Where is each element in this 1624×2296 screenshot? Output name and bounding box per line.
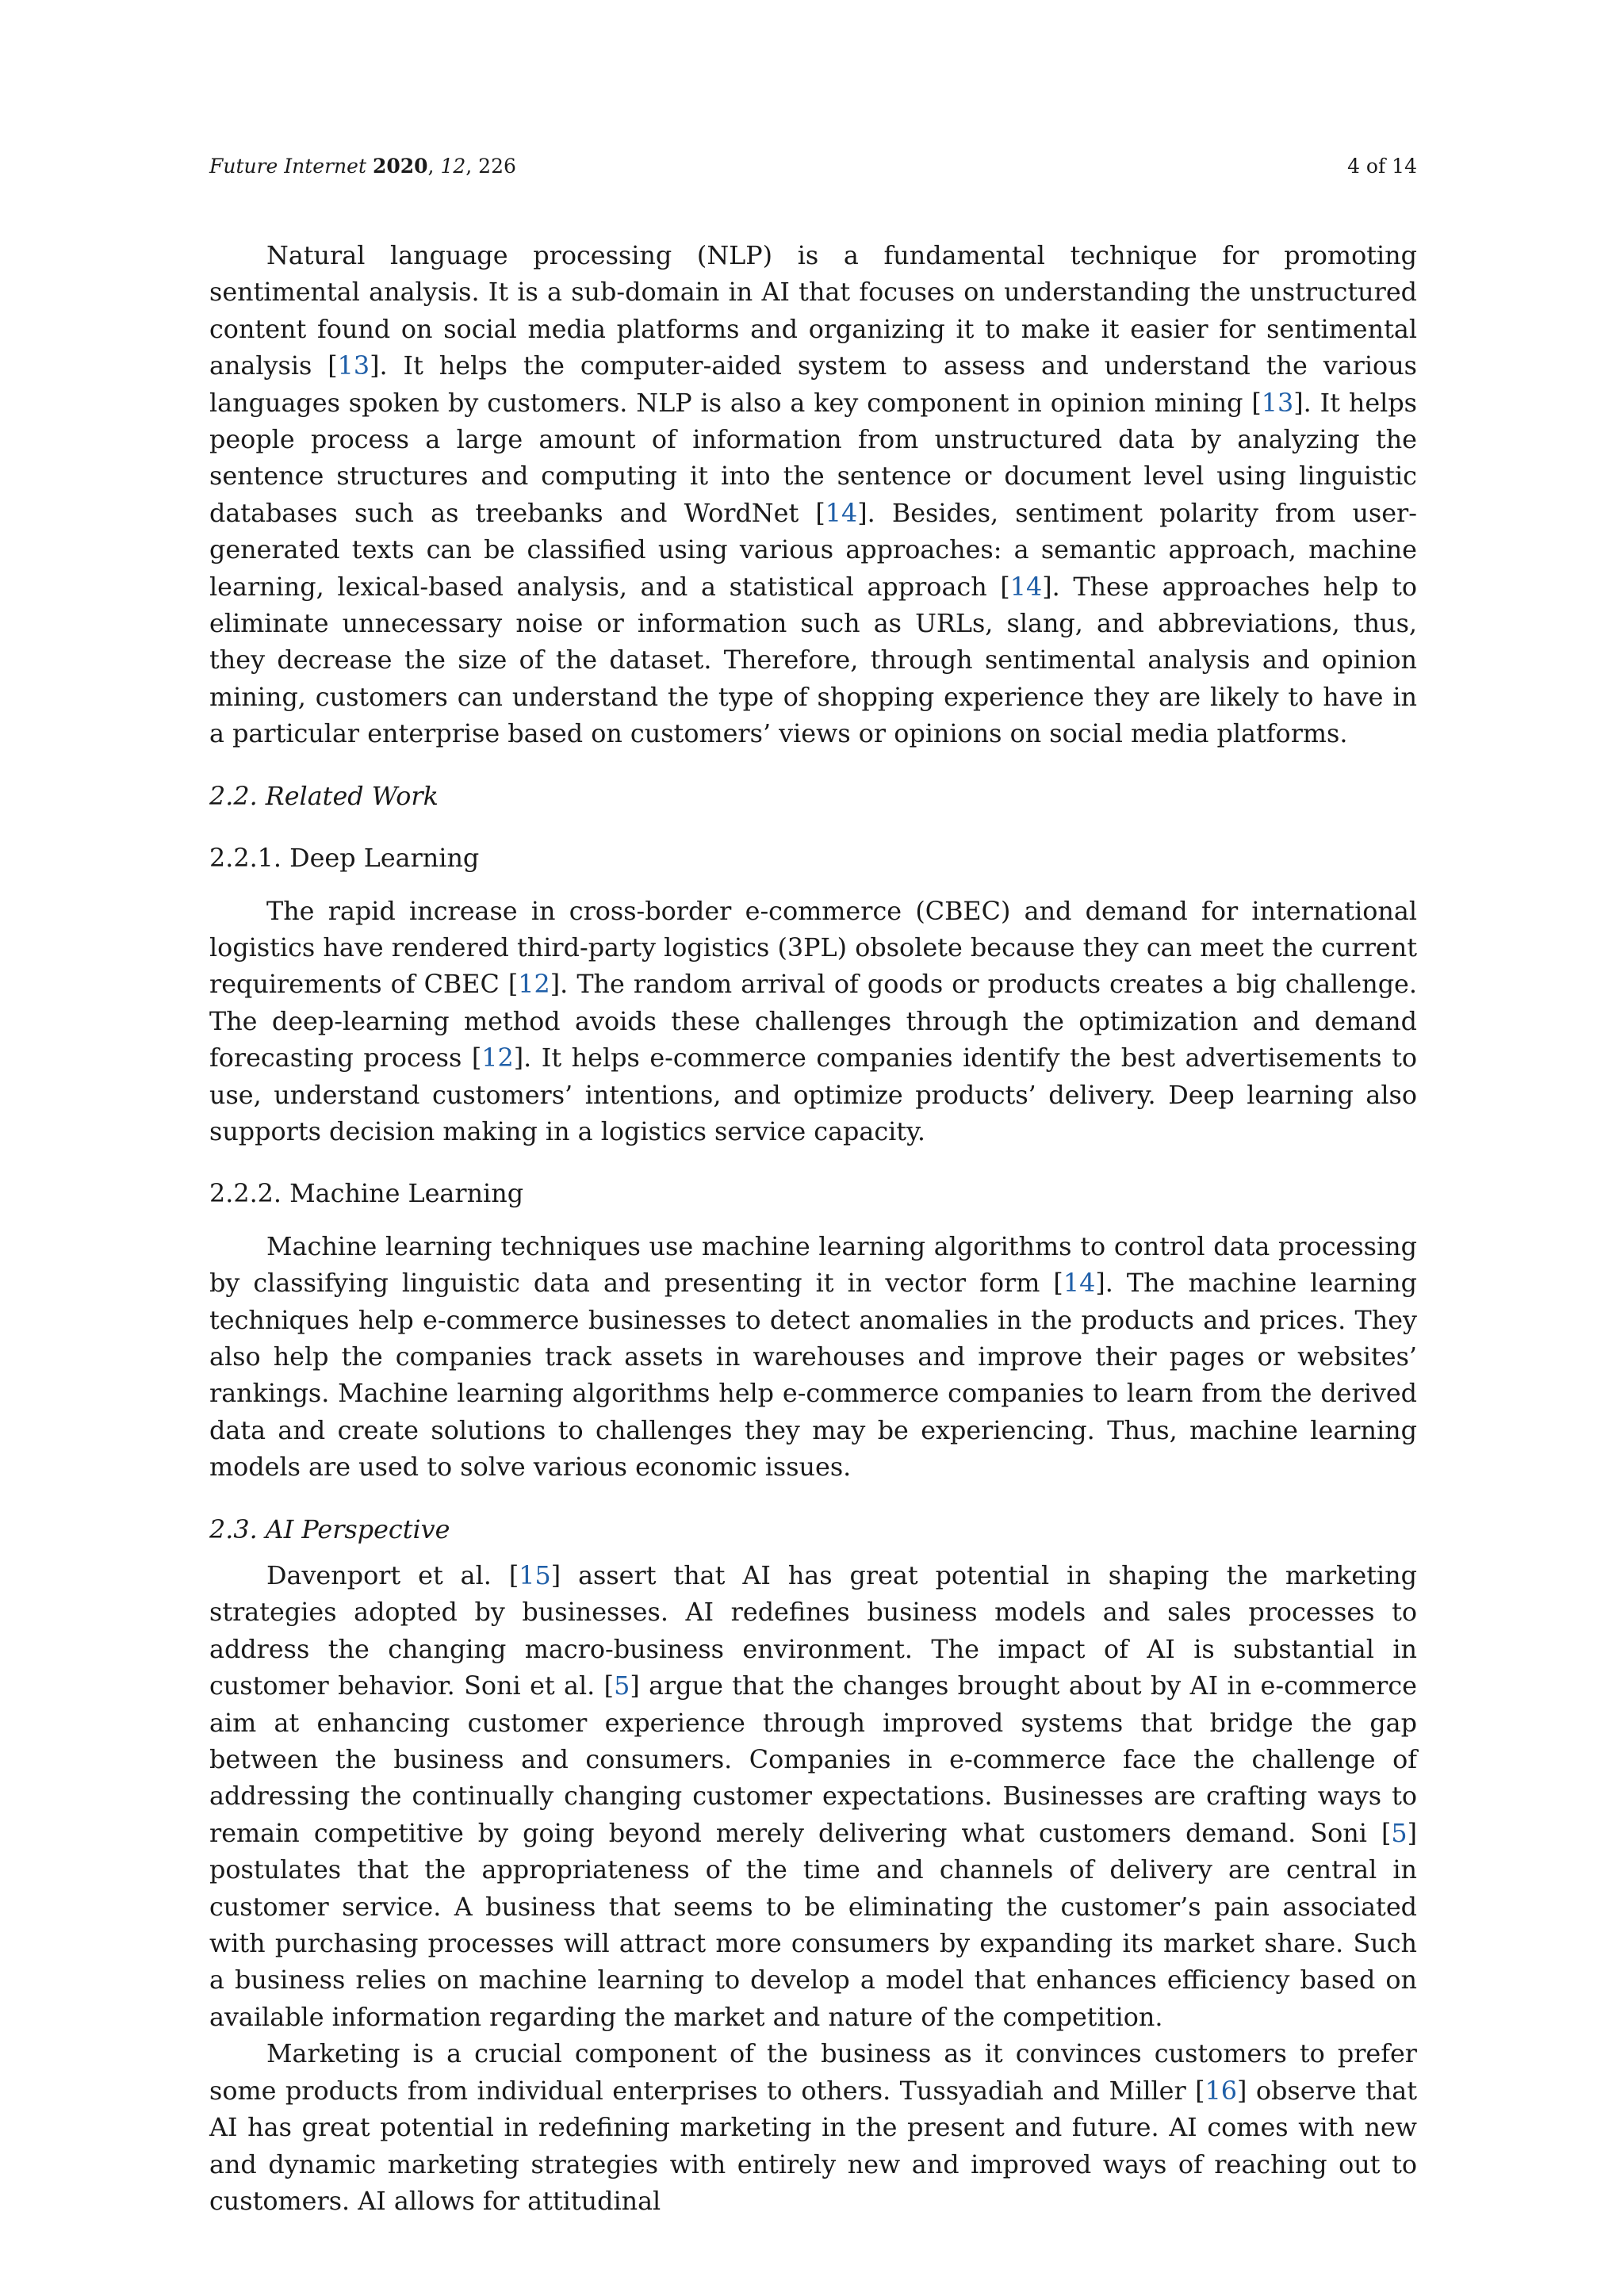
text-run: Davenport et al. [ xyxy=(266,1561,519,1590)
text-run: ]. These approaches help to eliminate unnecessary noise or information such as URLs, slang, and abbreviations, thus, they decrease the size of the dataset. Therefore, through sentimental analysis and opinion mining, customers can understand the type of shopping experience they are likely to have in a particular enterprise based on customers’ views or opinions on social media platforms. xyxy=(209,572,1417,749)
paragraph-marketing xyxy=(209,2036,1417,2220)
paragraph-deep-learning xyxy=(209,894,1417,1151)
citation-link[interactable]: 14 xyxy=(1009,572,1043,602)
section-heading-related-work: 2.2. Related Work xyxy=(209,781,439,811)
text-run: ] observe that AI has great potential in redefining marketing in the present and future. AI comes with new and dynamic marketing strategies with entirely new and improved ways of reaching out to customers. AI allows for attitudinal xyxy=(209,2076,1417,2216)
citation-link[interactable]: 13 xyxy=(1261,388,1294,418)
text-run: ] argue that the changes brought about by AI in e-commerce aim at enhancing customer experience through improved systems that bridge the gap between the business and consumers. Companies in e-commerce face the challenge of addressing the continually changing customer expectations. Businesses are crafting ways to remain competitive by going beyond merely delivering what customers demand. Soni [ xyxy=(209,1671,1417,1848)
text-run: ]. The machine learning techniques help e-commerce businesses to detect anomalies in the products and prices. They also help the companies track assets in warehouses and improve their pages or websites’ rankings. Machine learning algorithms help e-commerce companies to learn from the derived data and create solutions to challenges they may be experiencing. Thus, machine learning models are used to solve various economic issues. xyxy=(209,1269,1417,1483)
citation-link[interactable]: 5 xyxy=(1391,1818,1408,1848)
text-run: Machine learning techniques use machine learning algorithms to control data processing by classifying linguistic data and presenting it in vector form [ xyxy=(209,1231,1417,1299)
body-text xyxy=(209,238,1417,2220)
page-number: 4 of 14 xyxy=(1347,155,1417,178)
text-run: Marketing is a crucial component of the business as it convinces customers to prefer some products from individual enterprises to others. Tussyadiah and Miller [ xyxy=(209,2039,1417,2106)
text-run: ]. It helps e-commerce companies identify the best advertisements to use, understand customers’ intentions, and optimize products’ delivery. Deep learning also supports decision making in a logistics service capacity. xyxy=(209,1043,1417,1146)
citation-link[interactable]: 14 xyxy=(1063,1269,1096,1299)
citation-link[interactable]: 14 xyxy=(825,498,858,528)
text-run: ]. It helps people process a large amount of information from unstructured data by analyzing the sentence structures and computing it into the sentence or document level using linguistic databases such as treebanks and WordNet [ xyxy=(209,388,1418,528)
citation-link[interactable]: 12 xyxy=(518,970,550,1000)
text-run: ]. Besides, sentiment polarity from user-generated texts can be classified using various approaches: a semantic approach, machine learning, lexical-based analysis, and a statistical approach [ xyxy=(209,498,1417,602)
text-run: ]. The random arrival of goods or products creates a big challenge. The deep-learning method avoids these challenges through the optimization and demand forecasting process [ xyxy=(209,970,1417,1073)
article-number: 226 xyxy=(478,155,516,178)
citation-link[interactable]: 13 xyxy=(337,351,370,381)
header-comma: , xyxy=(427,155,441,178)
paragraph-ai-perspective xyxy=(209,1558,1417,2036)
section-heading-ai-perspective: 2.3. AI Perspective xyxy=(209,1514,450,1544)
header-comma: , xyxy=(465,155,479,178)
text-run: ] assert that AI has great potential in shaping the marketing strategies adopted by businesses. AI redefines business models and sales processes to address the changing macro-business environment. The impact of AI is substantial in customer behavior. Soni et al. [ xyxy=(209,1561,1418,1701)
citation-link[interactable]: 5 xyxy=(614,1671,630,1701)
running-header xyxy=(209,151,1417,182)
paragraph-machine-learning xyxy=(209,1229,1417,1487)
text-run: ]. It helps the computer-aided system to assess and understand the various languages spoken by customers. NLP is also a key component in opinion mining [ xyxy=(209,351,1417,418)
section-heading-machine-learning: 2.2.2. Machine Learning xyxy=(209,1179,524,1209)
paragraph-nlp xyxy=(209,238,1417,753)
journal-name: Future Internet xyxy=(209,155,366,178)
journal-year: 2020 xyxy=(372,155,428,178)
section-heading-deep-learning: 2.2.1. Deep Learning xyxy=(209,844,480,874)
citation-link[interactable]: 16 xyxy=(1205,2076,1238,2106)
text-run: ] postulates that the appropriateness of the time and channels of delivery are central in customer service. A business that seems to be eliminating the customer’s pain associated with purchasing processes will attract more consumers by expanding its market share. Such a business relies on machine learning to develop a model that enhances efficiency based on available information regarding the market and nature of the competition. xyxy=(209,1818,1417,2032)
journal-volume: 12 xyxy=(440,155,466,178)
citation-link[interactable]: 12 xyxy=(481,1043,514,1073)
text-run: Natural language processing (NLP) is a fundamental technique for promoting sentimental analysis. It is a sub-domain in AI that focuses on understanding the unstructured content found on social media platforms and organizing it to make it easier for sentimental analysis [ xyxy=(209,241,1417,381)
text-run: The rapid increase in cross-border e-commerce (CBEC) and demand for international logistics have rendered third-party logistics (3PL) obsolete because they can meet the current requirements of CBEC [ xyxy=(209,896,1417,1000)
citation-link[interactable]: 15 xyxy=(519,1561,551,1590)
